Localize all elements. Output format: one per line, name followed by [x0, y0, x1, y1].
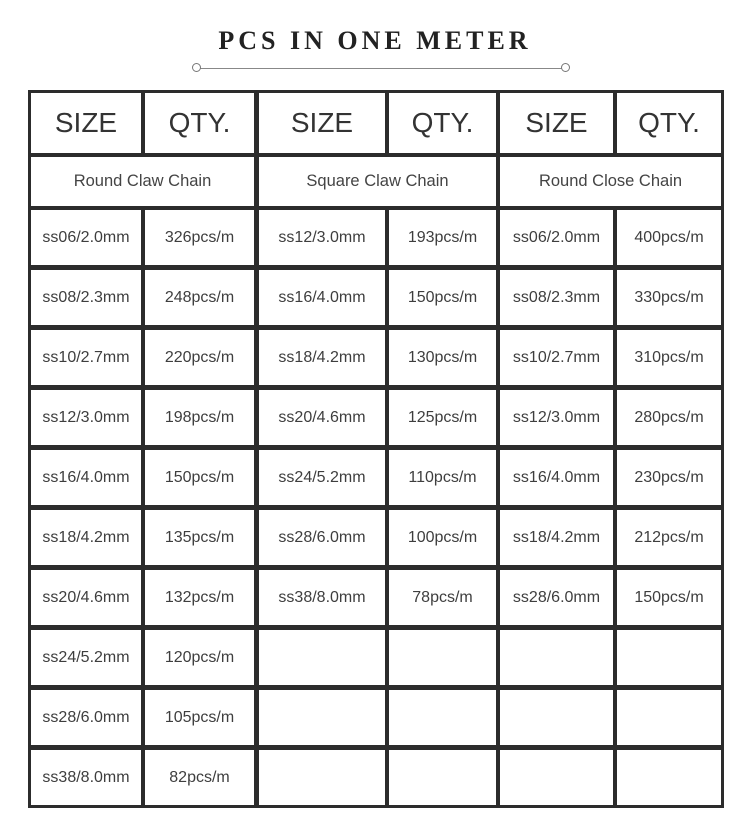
size-header: SIZE [259, 93, 385, 153]
title-divider [199, 68, 562, 69]
size-cell: ss38/8.0mm [259, 570, 385, 625]
qty-cell: 326pcs/m [145, 210, 254, 265]
chain-quantity-table [28, 90, 724, 808]
qty-cell: 280pcs/m [617, 390, 721, 445]
qty-cell: 198pcs/m [145, 390, 254, 445]
size-cell [500, 750, 613, 805]
size-cell: ss12/3.0mm [500, 390, 613, 445]
size-cell: ss28/6.0mm [259, 510, 385, 565]
qty-cell: 193pcs/m [389, 210, 496, 265]
size-cell: ss16/4.0mm [500, 450, 613, 505]
chain-type-label: Round Close Chain [500, 157, 721, 206]
qty-cell: 120pcs/m [145, 630, 254, 685]
size-cell: ss06/2.0mm [500, 210, 613, 265]
qty-cell [389, 630, 496, 685]
size-cell: ss18/4.2mm [31, 510, 141, 565]
size-cell: ss10/2.7mm [500, 330, 613, 385]
size-cell: ss28/6.0mm [500, 570, 613, 625]
qty-cell: 150pcs/m [617, 570, 721, 625]
size-cell: ss18/4.2mm [500, 510, 613, 565]
size-cell: ss16/4.0mm [31, 450, 141, 505]
qty-header: QTY. [617, 93, 721, 153]
qty-cell [617, 690, 721, 745]
size-cell: ss20/4.6mm [259, 390, 385, 445]
size-cell: ss16/4.0mm [259, 270, 385, 325]
divider-dot-left [192, 63, 201, 72]
size-cell: ss08/2.3mm [31, 270, 141, 325]
qty-cell: 105pcs/m [145, 690, 254, 745]
size-cell: ss24/5.2mm [259, 450, 385, 505]
size-cell [500, 690, 613, 745]
divider-dot-right [561, 63, 570, 72]
qty-cell [389, 690, 496, 745]
qty-cell: 132pcs/m [145, 570, 254, 625]
qty-cell: 400pcs/m [617, 210, 721, 265]
qty-cell: 212pcs/m [617, 510, 721, 565]
qty-cell: 150pcs/m [145, 450, 254, 505]
size-cell [259, 630, 385, 685]
chain-type-label: Square Claw Chain [259, 157, 496, 206]
size-cell: ss08/2.3mm [500, 270, 613, 325]
qty-cell: 125pcs/m [389, 390, 496, 445]
size-cell: ss12/3.0mm [259, 210, 385, 265]
chain-type-label: Round Claw Chain [31, 157, 254, 206]
qty-cell: 78pcs/m [389, 570, 496, 625]
qty-header: QTY. [389, 93, 496, 153]
size-cell: ss24/5.2mm [31, 630, 141, 685]
qty-cell: 310pcs/m [617, 330, 721, 385]
size-cell [500, 630, 613, 685]
size-header: SIZE [31, 93, 141, 153]
qty-cell: 248pcs/m [145, 270, 254, 325]
qty-cell: 110pcs/m [389, 450, 496, 505]
size-cell: ss18/4.2mm [259, 330, 385, 385]
qty-cell: 230pcs/m [617, 450, 721, 505]
size-cell: ss28/6.0mm [31, 690, 141, 745]
qty-cell: 330pcs/m [617, 270, 721, 325]
qty-cell: 135pcs/m [145, 510, 254, 565]
qty-cell: 130pcs/m [389, 330, 496, 385]
qty-cell: 220pcs/m [145, 330, 254, 385]
qty-header: QTY. [145, 93, 254, 153]
size-cell: ss20/4.6mm [31, 570, 141, 625]
size-cell: ss38/8.0mm [31, 750, 141, 805]
qty-cell: 150pcs/m [389, 270, 496, 325]
size-cell: ss10/2.7mm [31, 330, 141, 385]
page-title: PCS IN ONE METER [218, 26, 532, 55]
size-cell: ss06/2.0mm [31, 210, 141, 265]
qty-cell [617, 630, 721, 685]
size-cell [259, 750, 385, 805]
size-cell: ss12/3.0mm [31, 390, 141, 445]
size-cell [259, 690, 385, 745]
qty-cell [389, 750, 496, 805]
size-header: SIZE [500, 93, 613, 153]
qty-cell: 100pcs/m [389, 510, 496, 565]
qty-cell [617, 750, 721, 805]
qty-cell: 82pcs/m [145, 750, 254, 805]
